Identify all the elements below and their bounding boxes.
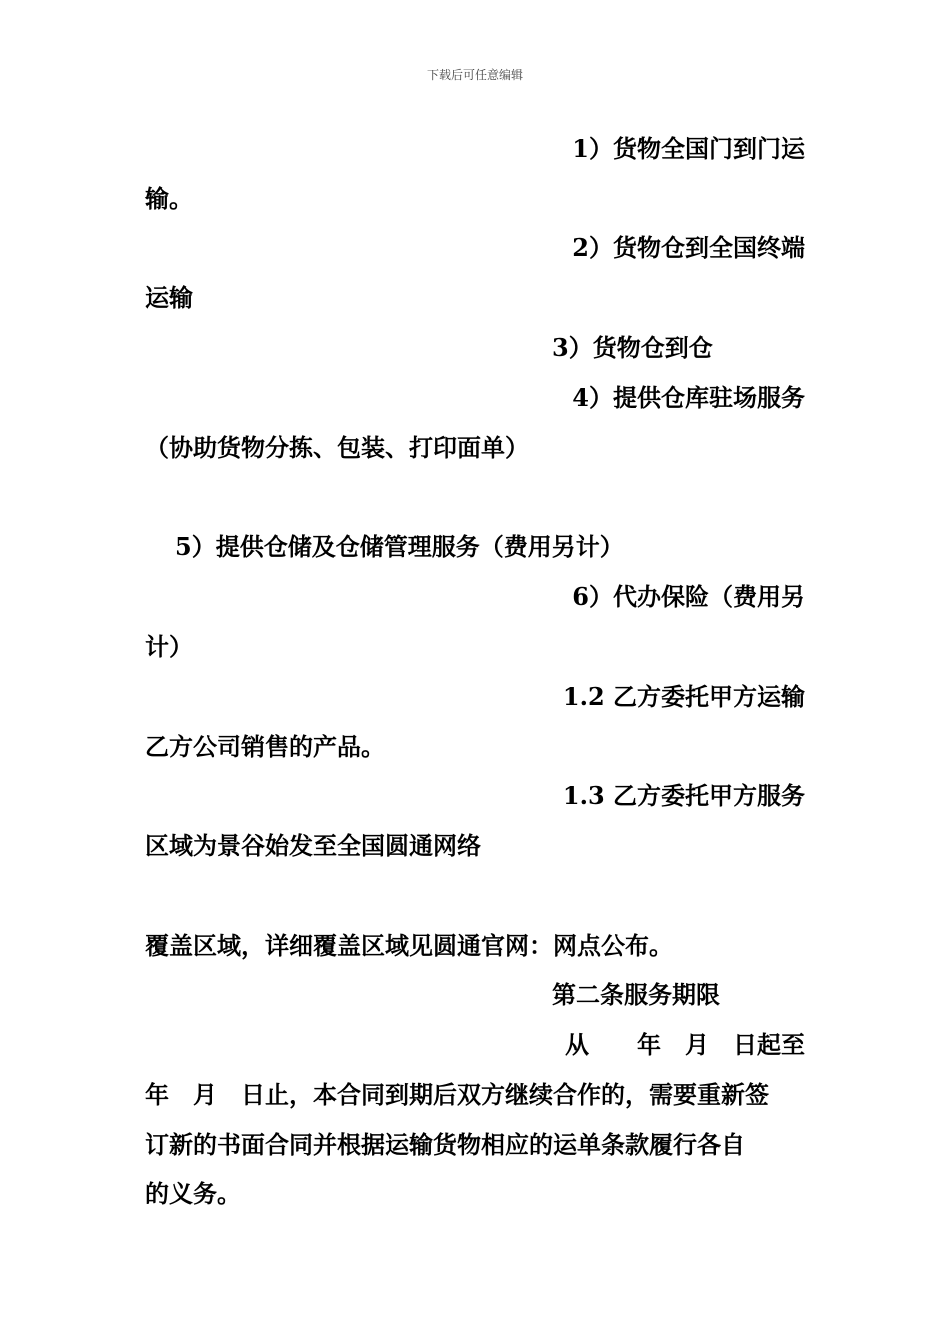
service-item-1-cont: 输。: [145, 184, 193, 213]
clause-1-3: 1.3 乙方委托甲方服务: [562, 781, 805, 810]
service-item-3: 3）货物仓到仓: [552, 333, 713, 362]
service-item-6-cont: 计）: [145, 632, 193, 661]
service-period-cont-1: 年 月 日止，本合同到期后双方继续合作的，需要重新签: [145, 1080, 769, 1109]
page-header: 下载后可任意编辑: [426, 68, 523, 82]
article-2-heading: 第二条服务期限: [552, 980, 720, 1009]
service-item-5: 5）提供仓储及仓储管理服务（费用另计）: [175, 532, 624, 561]
clause-1-3-cont2: 覆盖区域，详细覆盖区域见圆通官网：网点公布。: [145, 931, 673, 960]
service-period-cont-2: 订新的书面合同并根据运输货物相应的运单条款履行各自: [145, 1130, 745, 1159]
clause-1-3-cont: 区域为景谷始发至全国圆通网络: [145, 831, 481, 860]
service-item-4-cont: （协助货物分拣、包装、打印面单）: [145, 433, 529, 462]
service-item-4: 4）提供仓库驻场服务: [572, 383, 805, 412]
service-period-start: 从 年 月 日起至: [565, 1030, 805, 1059]
service-period-cont-3: 的义务。: [145, 1179, 241, 1208]
service-item-1: 1）货物全国门到门运: [572, 134, 805, 163]
service-item-2-cont: 运输: [145, 283, 193, 312]
clause-1-2: 1.2 乙方委托甲方运输: [562, 682, 805, 711]
service-item-2: 2）货物仓到全国终端: [572, 233, 805, 262]
service-item-6: 6）代办保险（费用另: [572, 582, 805, 611]
clause-1-2-cont: 乙方公司销售的产品。: [145, 732, 385, 761]
